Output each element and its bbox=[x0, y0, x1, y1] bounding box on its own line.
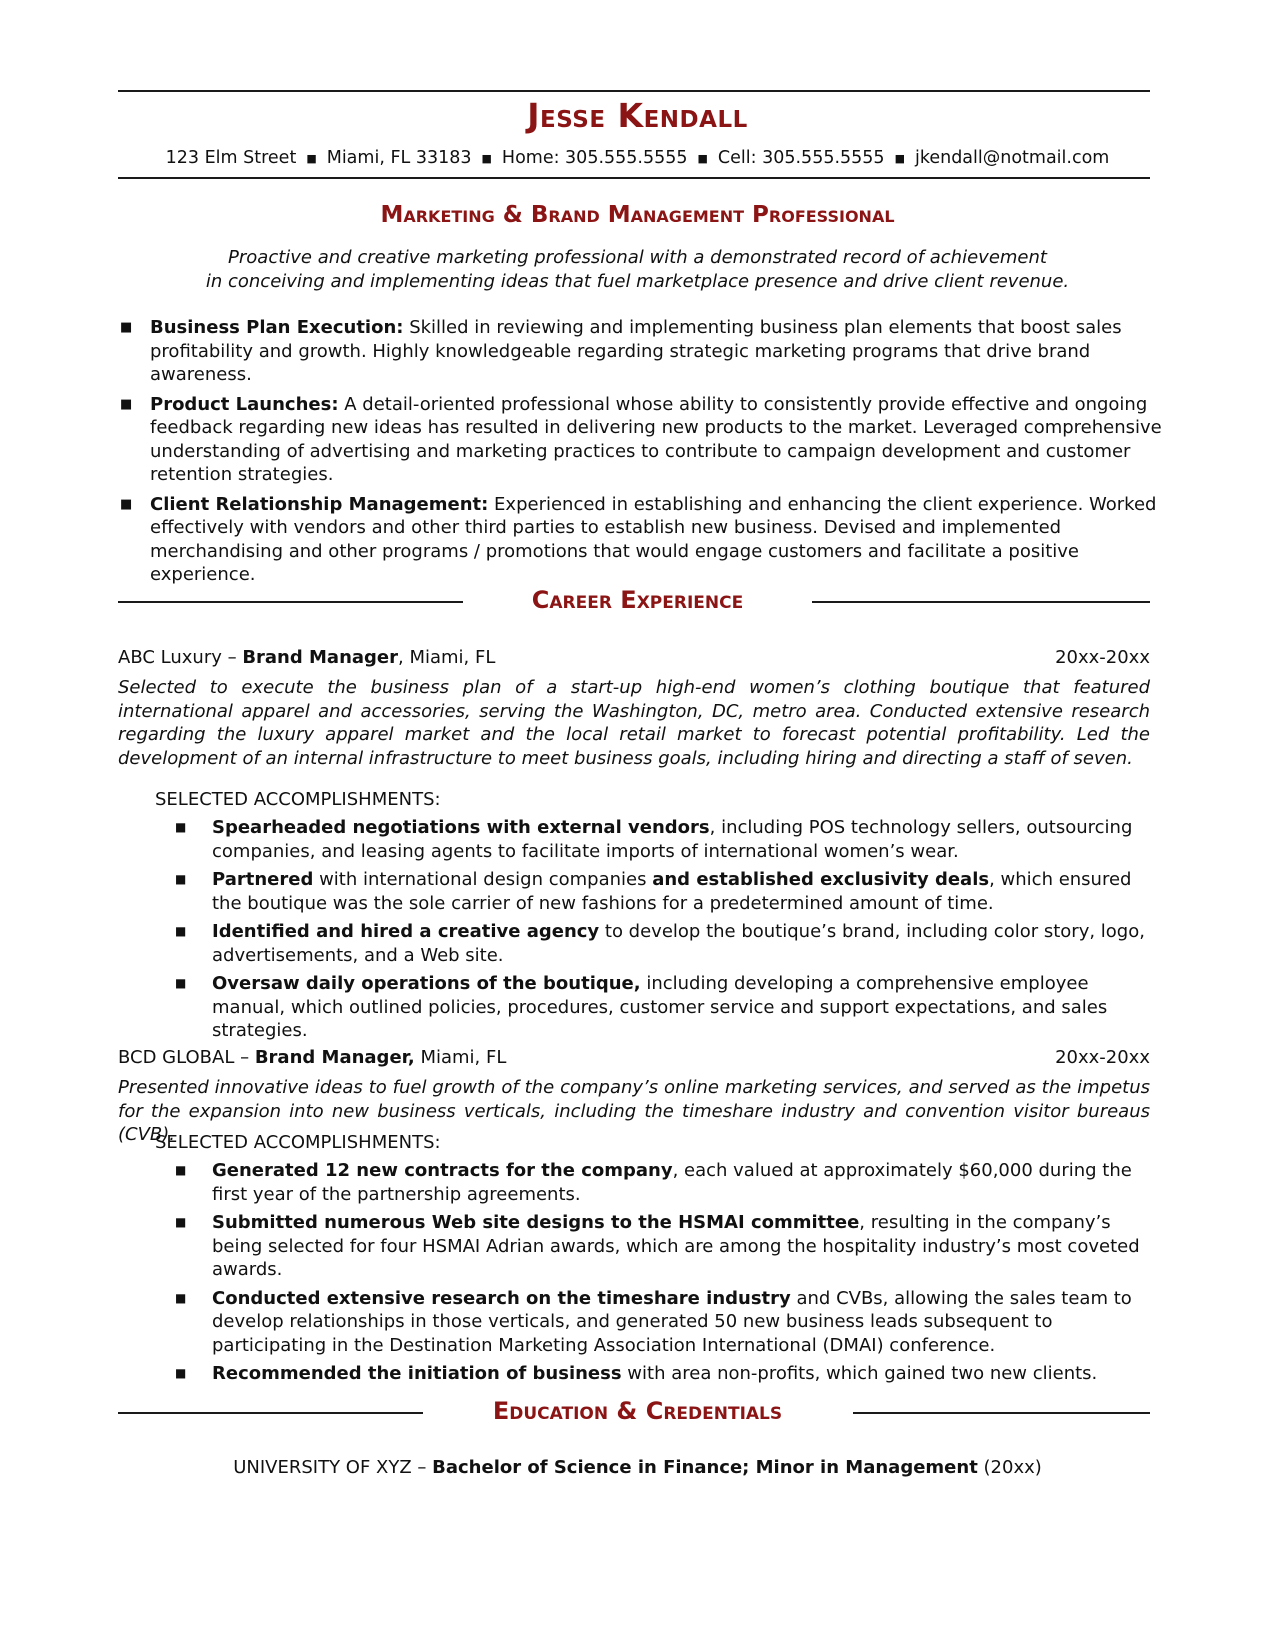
accomplishments-label: SELECTED ACCOMPLISHMENTS: bbox=[155, 1132, 441, 1153]
job-dates: 20xx-20xx bbox=[1055, 647, 1150, 668]
summary-line-1: Proactive and creative marketing professional with a demonstrated record of achievement bbox=[228, 247, 1047, 268]
education-section-title: Education & Credentials bbox=[492, 1397, 783, 1425]
accomplishment-item bbox=[175, 816, 1150, 863]
accomplishment-bold: Oversaw daily operations of the boutique, bbox=[212, 973, 641, 994]
job-location: Miami, FL bbox=[414, 1047, 507, 1068]
accomplishment-item bbox=[175, 1211, 1150, 1282]
bullet-icon: ■ bbox=[120, 496, 133, 512]
job-header bbox=[118, 1047, 1150, 1068]
job-description: Selected to execute the business plan of a start-up high-end women’s clothing boutique that featured international apparel and accessories, serving the Washington, DC, metro area. Conducted extensive research regarding the luxury apparel market and the local retail market to forecast potential profitability. Led the development of an internal infrastructure to meet business goals, including hiring and directing a staff of seven. bbox=[118, 677, 1150, 769]
job-description: Presented innovative ideas to fuel growth of the company’s online marketing services, and served as the impetus for the expansion into new business verticals, including the timeshare industry and convention visitor bureaus (CVB). bbox=[118, 1077, 1150, 1145]
highlight-item bbox=[118, 493, 1168, 587]
highlight-title: Product Launches: bbox=[150, 393, 339, 415]
accomplishment-item bbox=[175, 972, 1150, 1043]
job-title: Brand Manager, bbox=[254, 1047, 415, 1068]
accomplishment-item bbox=[175, 1159, 1150, 1206]
accomplishment-item bbox=[175, 1362, 1150, 1386]
separator-icon: ■ bbox=[894, 151, 905, 165]
accomplishments-label: SELECTED ACCOMPLISHMENTS: bbox=[155, 789, 441, 810]
accomplishments-list bbox=[175, 1159, 1150, 1391]
bullet-icon: ■ bbox=[175, 924, 187, 938]
bullet-icon: ■ bbox=[175, 976, 187, 990]
summary bbox=[0, 246, 1275, 294]
bullet-icon: ■ bbox=[175, 1163, 187, 1177]
accomplishment-text: with area non-profits, which gained two new clients. bbox=[621, 1363, 1098, 1384]
accomplishment-bold: and established exclusivity deals bbox=[652, 869, 990, 890]
separator-icon: ■ bbox=[306, 151, 317, 165]
accomplishment-bold: Spearheaded negotiations with external vendors bbox=[212, 817, 710, 838]
bullet-icon: ■ bbox=[175, 1215, 187, 1229]
accomplishment-bold: Partnered bbox=[212, 869, 314, 890]
contact-address: 123 Elm Street bbox=[165, 148, 297, 168]
education-degree: Bachelor of Science in Finance; Minor in Management bbox=[432, 1457, 978, 1478]
highlight-text: Skilled in reviewing and implementing business plan elements that boost sales profitability and growth. Highly knowledgeable regarding strategic marketing programs that drive brand awareness. bbox=[150, 317, 1122, 385]
bullet-icon: ■ bbox=[175, 1366, 187, 1380]
accomplishment-bold: Submitted numerous Web site designs to the HSMAI committee bbox=[212, 1212, 860, 1233]
accomplishment-bold: Conducted extensive research on the timeshare industry bbox=[212, 1287, 791, 1309]
separator-icon: ■ bbox=[697, 151, 708, 165]
accomplishment-text: to develop the boutique’s brand, including color story, logo, advertisements, and a Web site. bbox=[212, 921, 1145, 966]
summary-line-2: in conceiving and implementing ideas that fuel marketplace presence and drive client revenue. bbox=[205, 271, 1070, 292]
education-entry bbox=[0, 1457, 1275, 1478]
bullet-icon: ■ bbox=[120, 396, 133, 412]
highlight-item bbox=[118, 393, 1168, 487]
job-company: BCD GLOBAL – bbox=[118, 1047, 255, 1068]
job-location: , Miami, FL bbox=[398, 647, 496, 668]
separator-icon: ■ bbox=[481, 151, 492, 165]
accomplishment-bold: Recommended the initiation of business bbox=[212, 1363, 622, 1384]
accomplishment-text: , which ensured the boutique was the sole carrier of new fashions for a predetermined amount of time. bbox=[212, 869, 1132, 914]
bullet-icon: ■ bbox=[175, 872, 187, 886]
highlight-text: A detail-oriented professional whose ability to consistently provide effective and ongoing feedback regarding new ideas has resulted in delivering new products to the market. Leveraged comprehensive understanding of advertising and marketing practices to contribute to campaign development and customer retention strategies. bbox=[150, 393, 1162, 485]
accomplishment-item bbox=[175, 868, 1150, 915]
accomplishment-text: including developing a comprehensive employee manual, which outlined policies, procedures, customer service and support expectations, and sales strategies. bbox=[212, 973, 1108, 1041]
accomplishments-list bbox=[175, 816, 1150, 1048]
contact-home-phone: Home: 305.555.5555 bbox=[501, 148, 688, 168]
job-company: ABC Luxury – bbox=[118, 647, 243, 668]
bullet-icon: ■ bbox=[120, 320, 133, 335]
accomplishment-text: , each valued at approximately $60,000 during the first year of the partnership agreements. bbox=[212, 1160, 1132, 1205]
contact-email: jkendall@notmail.com bbox=[914, 148, 1110, 168]
accomplishment-text: , resulting in the company’s being selected for four HSMAI Adrian awards, which are among the hospitality industry’s most coveted awards. bbox=[212, 1212, 1140, 1280]
highlight-title: Business Plan Execution: bbox=[150, 317, 404, 338]
job-title: Brand Manager bbox=[242, 647, 399, 668]
career-rule-right bbox=[812, 601, 1150, 603]
accomplishment-text: , including POS technology sellers, outsourcing companies, and leasing agents to facilitate imports of international women’s wear. bbox=[212, 817, 1133, 862]
candidate-name: Jesse Kendall bbox=[527, 96, 748, 135]
top-rule bbox=[118, 90, 1150, 92]
highlight-title: Client Relationship Management: bbox=[150, 493, 489, 515]
career-section-title: Career Experience bbox=[531, 586, 744, 614]
accomplishment-item bbox=[175, 1287, 1150, 1358]
header-bottom-rule bbox=[118, 177, 1150, 179]
accomplishment-text: with international design companies bbox=[313, 869, 653, 890]
accomplishment-bold: Generated 12 new contracts for the company bbox=[212, 1160, 673, 1181]
education-school: UNIVERSITY OF XYZ – bbox=[233, 1457, 433, 1478]
accomplishment-item bbox=[175, 920, 1150, 967]
contact-city: Miami, FL 33183 bbox=[326, 148, 472, 168]
job-header bbox=[118, 647, 1150, 668]
education-rule-right bbox=[853, 1412, 1150, 1414]
contact-line bbox=[0, 148, 1275, 168]
bullet-icon: ■ bbox=[175, 820, 187, 834]
highlights-list bbox=[118, 316, 1168, 593]
education-year: (20xx) bbox=[977, 1457, 1042, 1478]
job-dates: 20xx-20xx bbox=[1055, 1047, 1150, 1068]
highlight-item bbox=[118, 316, 1168, 387]
professional-headline: Marketing & Brand Management Professional bbox=[380, 202, 895, 228]
accomplishment-text: and CVBs, allowing the sales team to develop relationships in those verticals, and generated 50 new business leads subsequent to participating in the Destination Marketing Association International (DMAI) conference. bbox=[212, 1287, 1132, 1356]
accomplishment-bold: Identified and hired a creative agency bbox=[212, 921, 600, 942]
contact-cell-phone: Cell: 305.555.5555 bbox=[717, 148, 885, 168]
bullet-icon: ■ bbox=[175, 1290, 187, 1305]
highlight-text: Experienced in establishing and enhancing the client experience. Worked effectively with vendors and other third parties to establish new business. Devised and implemented merchandising and other programs / promotions that would engage customers and facilitate a positive experience. bbox=[150, 493, 1157, 585]
